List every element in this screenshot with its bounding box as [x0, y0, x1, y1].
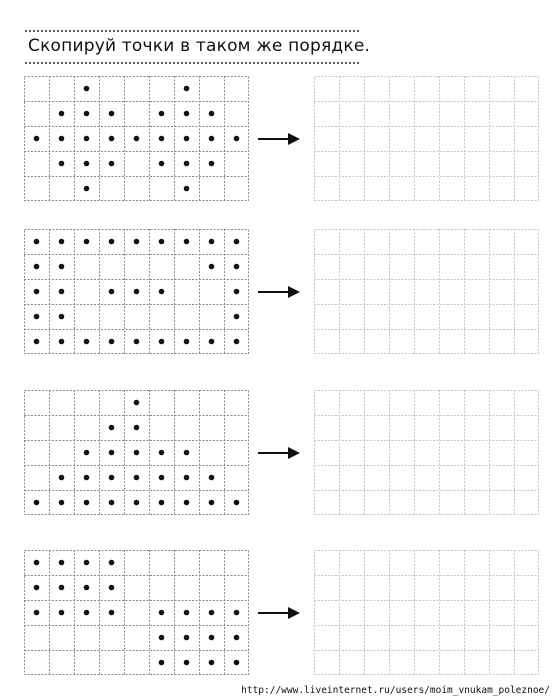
dot: [209, 161, 215, 167]
empty-copy-grid: [314, 76, 539, 201]
dot: [159, 450, 165, 456]
dot: [234, 635, 240, 641]
dot: [209, 111, 215, 117]
dot: [59, 161, 65, 167]
dot: [234, 610, 240, 616]
dot: [34, 314, 40, 320]
dot: [159, 239, 165, 245]
title-dotted-rule-bottom: [24, 62, 360, 64]
dot: [109, 111, 115, 117]
dot: [109, 585, 115, 591]
grid-frame: [315, 230, 539, 354]
dot: [109, 450, 115, 456]
dot: [209, 475, 215, 481]
dot: [234, 239, 240, 245]
dot: [234, 500, 240, 506]
dot: [134, 136, 140, 142]
right-arrow-icon: [258, 446, 300, 460]
instruction-text: Скопируй точки в таком же порядке.: [28, 36, 371, 56]
right-arrow-icon: [258, 132, 300, 146]
dot: [184, 339, 190, 345]
dot: [109, 239, 115, 245]
dot: [59, 560, 65, 566]
dot: [184, 450, 190, 456]
dot: [59, 239, 65, 245]
dot: [134, 400, 140, 406]
dot: [159, 635, 165, 641]
dot: [59, 111, 65, 117]
dot: [109, 610, 115, 616]
dot: [34, 500, 40, 506]
dot: [209, 136, 215, 142]
dot: [84, 560, 90, 566]
dot: [84, 585, 90, 591]
dot: [209, 610, 215, 616]
dot: [159, 660, 165, 666]
dot: [209, 660, 215, 666]
dot: [109, 136, 115, 142]
dot: [134, 239, 140, 245]
dot: [84, 239, 90, 245]
dot: [159, 339, 165, 345]
dot: [159, 136, 165, 142]
dot: [159, 475, 165, 481]
dot: [84, 450, 90, 456]
right-arrow-icon: [258, 606, 300, 620]
dot: [34, 289, 40, 295]
grid-frame: [315, 391, 539, 515]
dot: [84, 136, 90, 142]
dot: [109, 289, 115, 295]
dot: [234, 264, 240, 270]
dot: [84, 161, 90, 167]
dot: [134, 425, 140, 431]
dot: [34, 585, 40, 591]
dot: [34, 264, 40, 270]
dot: [84, 475, 90, 481]
dot: [184, 111, 190, 117]
dot: [59, 475, 65, 481]
dot: [84, 186, 90, 192]
source-url: http://www.liveinternet.ru/users/moim_vnukam_poleznoe/: [241, 685, 550, 696]
dot: [84, 339, 90, 345]
dot: [159, 111, 165, 117]
dot: [184, 186, 190, 192]
dot: [134, 500, 140, 506]
title-dotted-rule-top: [24, 30, 360, 32]
dot: [84, 610, 90, 616]
dot: [209, 339, 215, 345]
grid-frame: [315, 77, 539, 201]
dot: [234, 339, 240, 345]
dot: [184, 635, 190, 641]
sample-dot-grid: [24, 550, 249, 675]
dot: [234, 314, 240, 320]
dot: [84, 500, 90, 506]
right-arrow-icon: [258, 285, 300, 299]
dot: [209, 264, 215, 270]
dot: [59, 500, 65, 506]
dot: [184, 475, 190, 481]
dot: [34, 560, 40, 566]
instruction-banner: [24, 30, 371, 68]
dot: [34, 610, 40, 616]
empty-copy-grid: [314, 390, 539, 515]
dot: [159, 500, 165, 506]
empty-copy-grid: [314, 229, 539, 354]
dot: [109, 560, 115, 566]
dot: [34, 136, 40, 142]
dot: [159, 289, 165, 295]
dot: [59, 610, 65, 616]
dot: [109, 500, 115, 506]
dot: [109, 161, 115, 167]
sample-dot-grid: [24, 390, 249, 515]
dot: [134, 289, 140, 295]
dot: [109, 475, 115, 481]
dot: [134, 339, 140, 345]
dot: [134, 475, 140, 481]
dot: [184, 239, 190, 245]
dot: [59, 264, 65, 270]
dot: [84, 111, 90, 117]
dot: [209, 635, 215, 641]
dot: [159, 610, 165, 616]
dot: [234, 660, 240, 666]
dot: [184, 500, 190, 506]
dot: [234, 136, 240, 142]
dot: [234, 289, 240, 295]
dot: [59, 314, 65, 320]
dot: [209, 239, 215, 245]
dot: [184, 136, 190, 142]
dot: [34, 239, 40, 245]
dot: [184, 660, 190, 666]
dot: [159, 161, 165, 167]
dot: [59, 585, 65, 591]
dot: [109, 339, 115, 345]
dot: [134, 450, 140, 456]
dot: [59, 289, 65, 295]
grid-frame: [315, 551, 539, 675]
dot: [59, 339, 65, 345]
empty-copy-grid: [314, 550, 539, 675]
sample-dot-grid: [24, 76, 249, 201]
dot: [34, 339, 40, 345]
dot: [59, 136, 65, 142]
dot: [109, 425, 115, 431]
dot: [209, 500, 215, 506]
dot: [84, 86, 90, 92]
sample-dot-grid: [24, 229, 249, 354]
dot: [184, 610, 190, 616]
dot: [184, 161, 190, 167]
grid-frame: [25, 551, 249, 675]
dot: [184, 86, 190, 92]
